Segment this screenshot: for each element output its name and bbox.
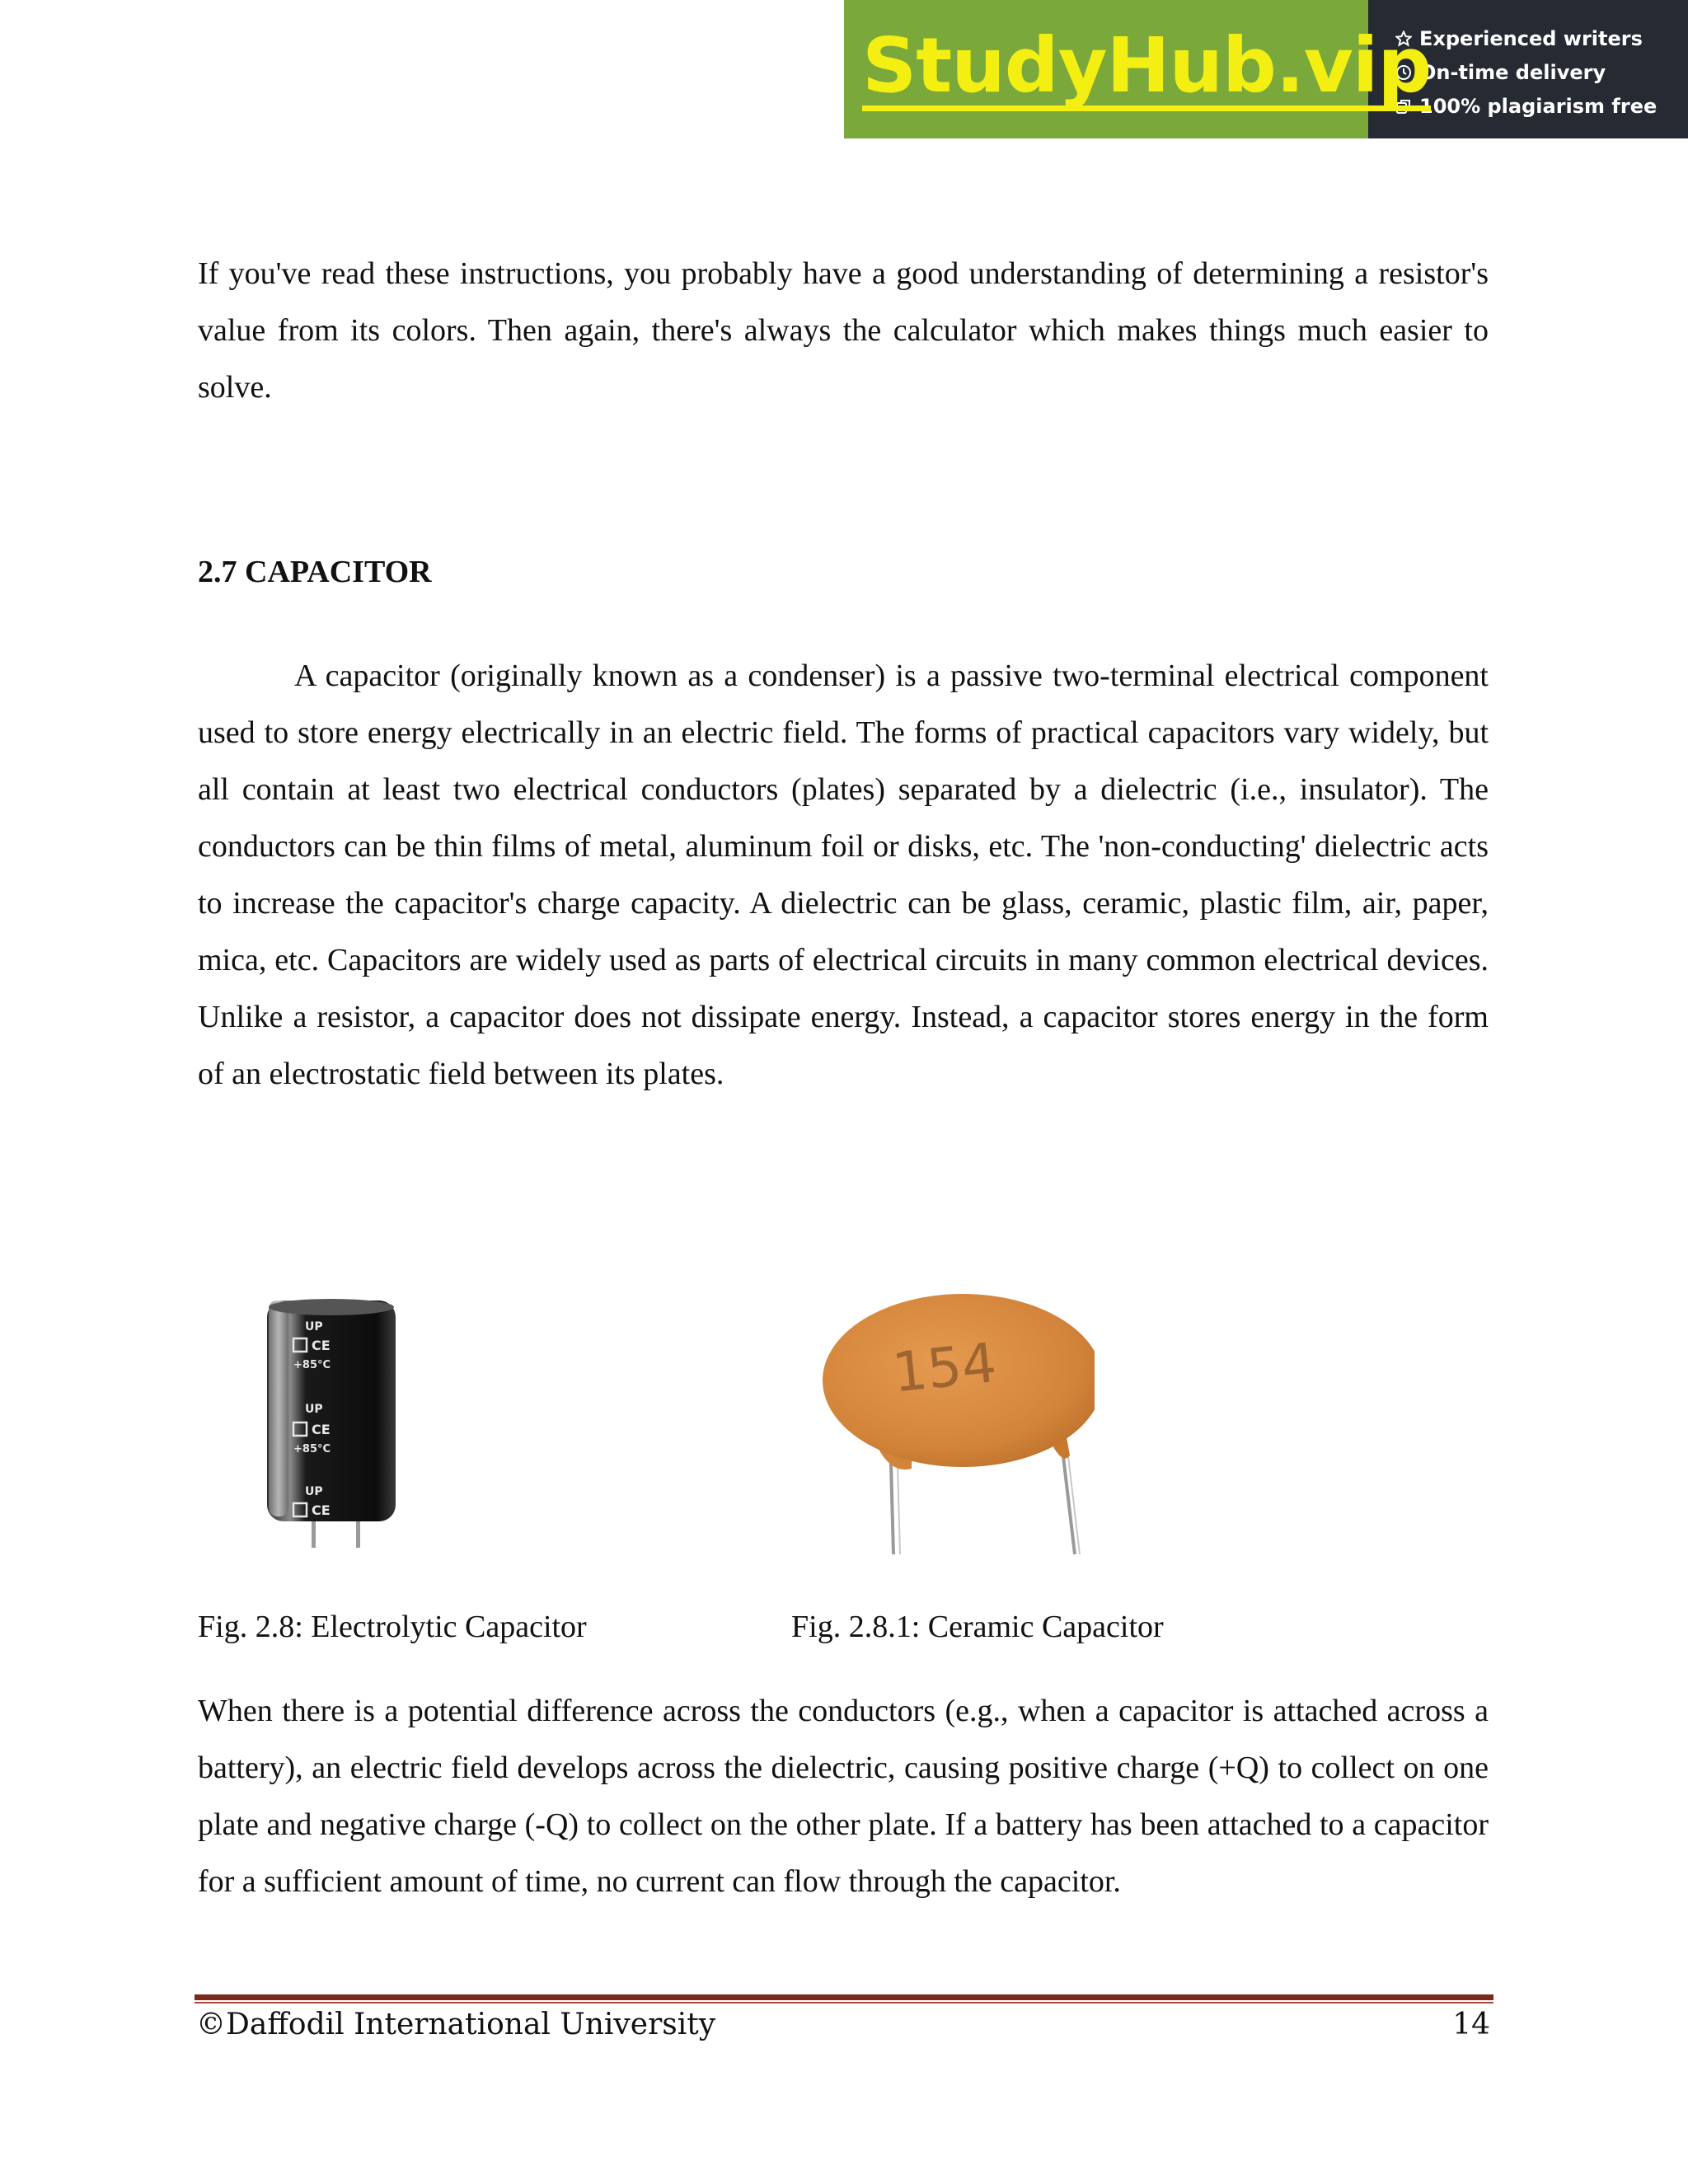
section-heading: 2.7 CAPACITOR: [198, 555, 432, 589]
marking-text: CE: [312, 1338, 331, 1353]
footer-copyright: ©Daffodil International University: [196, 2008, 716, 2041]
marking-text: UP: [305, 1403, 323, 1416]
intro-paragraph: If you've read these instructions, you probably have a good understanding of determining a resistor's value from its colors. Then again, there's always the calculator which makes things much easier to solve.: [198, 256, 1489, 405]
feature-item-writers: [1395, 21, 1688, 55]
footer-divider: [195, 1994, 1493, 2000]
feature-label: Experienced writers: [1419, 26, 1643, 50]
closing-paragraph: When there is a potential difference across the conductors (e.g., when a capacitor is attached across a battery), an electric field develops across the dielectric, causing positive charge (+Q) to collect on one plate and negative charge (-Q) to collect on the other plate. If a battery has been attached to a capacitor for a sufficient amount of time, no current can flow through the capacitor.: [198, 1694, 1489, 1899]
feature-item-delivery: [1395, 55, 1688, 89]
feature-item-plagiarism: [1395, 89, 1688, 123]
page-number: 14: [1452, 2008, 1490, 2041]
studyhub-banner[interactable]: [844, 0, 1688, 138]
electrolytic-capacitor-image: [257, 1294, 406, 1551]
marking-text: CE: [312, 1502, 331, 1518]
marking-text: +85°C: [293, 1359, 331, 1371]
marking-text: UP: [305, 1485, 323, 1498]
capacitor-paragraph: A capacitor (originally known as a condenser) is a passive two-terminal electrical component used to store energy electrically in an electric field. The forms of practical capacitors vary widely, but all contain at least two electrical conductors (plates) separated by a dielectric (i.e., insulator). The conductors can be thin films of metal, aluminum foil or disks, etc. The 'non-conducting' dielectric acts to increase the capacitor's charge capacity. A dielectric can be glass, ceramic, plastic film, air, paper, mica, etc. Capacitors are widely used as parts of electrical circuits in many common electrical devices. Unlike a resistor, a capacitor does not dissipate energy. Instead, a capacitor stores energy in the form of an electrostatic field between its plates.: [198, 658, 1489, 1091]
marking-text: UP: [305, 1320, 323, 1333]
ceramic-marking: 154: [889, 1330, 1000, 1405]
feature-label: 100% plagiarism free: [1419, 94, 1658, 118]
feature-label: On-time delivery: [1419, 60, 1606, 84]
marking-text: +85°C: [293, 1443, 331, 1455]
brand-logo[interactable]: [844, 0, 1432, 138]
marking-text: CE: [312, 1422, 331, 1437]
brand-name: StudyHub.vip: [862, 21, 1432, 110]
footer-divider-thin: [195, 2002, 1493, 2004]
figure-caption-electrolytic: Fig. 2.8: Electrolytic Capacitor: [198, 1610, 587, 1644]
figure-caption-ceramic: Fig. 2.8.1: Ceramic Capacitor: [791, 1610, 1164, 1644]
ceramic-capacitor-image: [814, 1286, 1095, 1558]
